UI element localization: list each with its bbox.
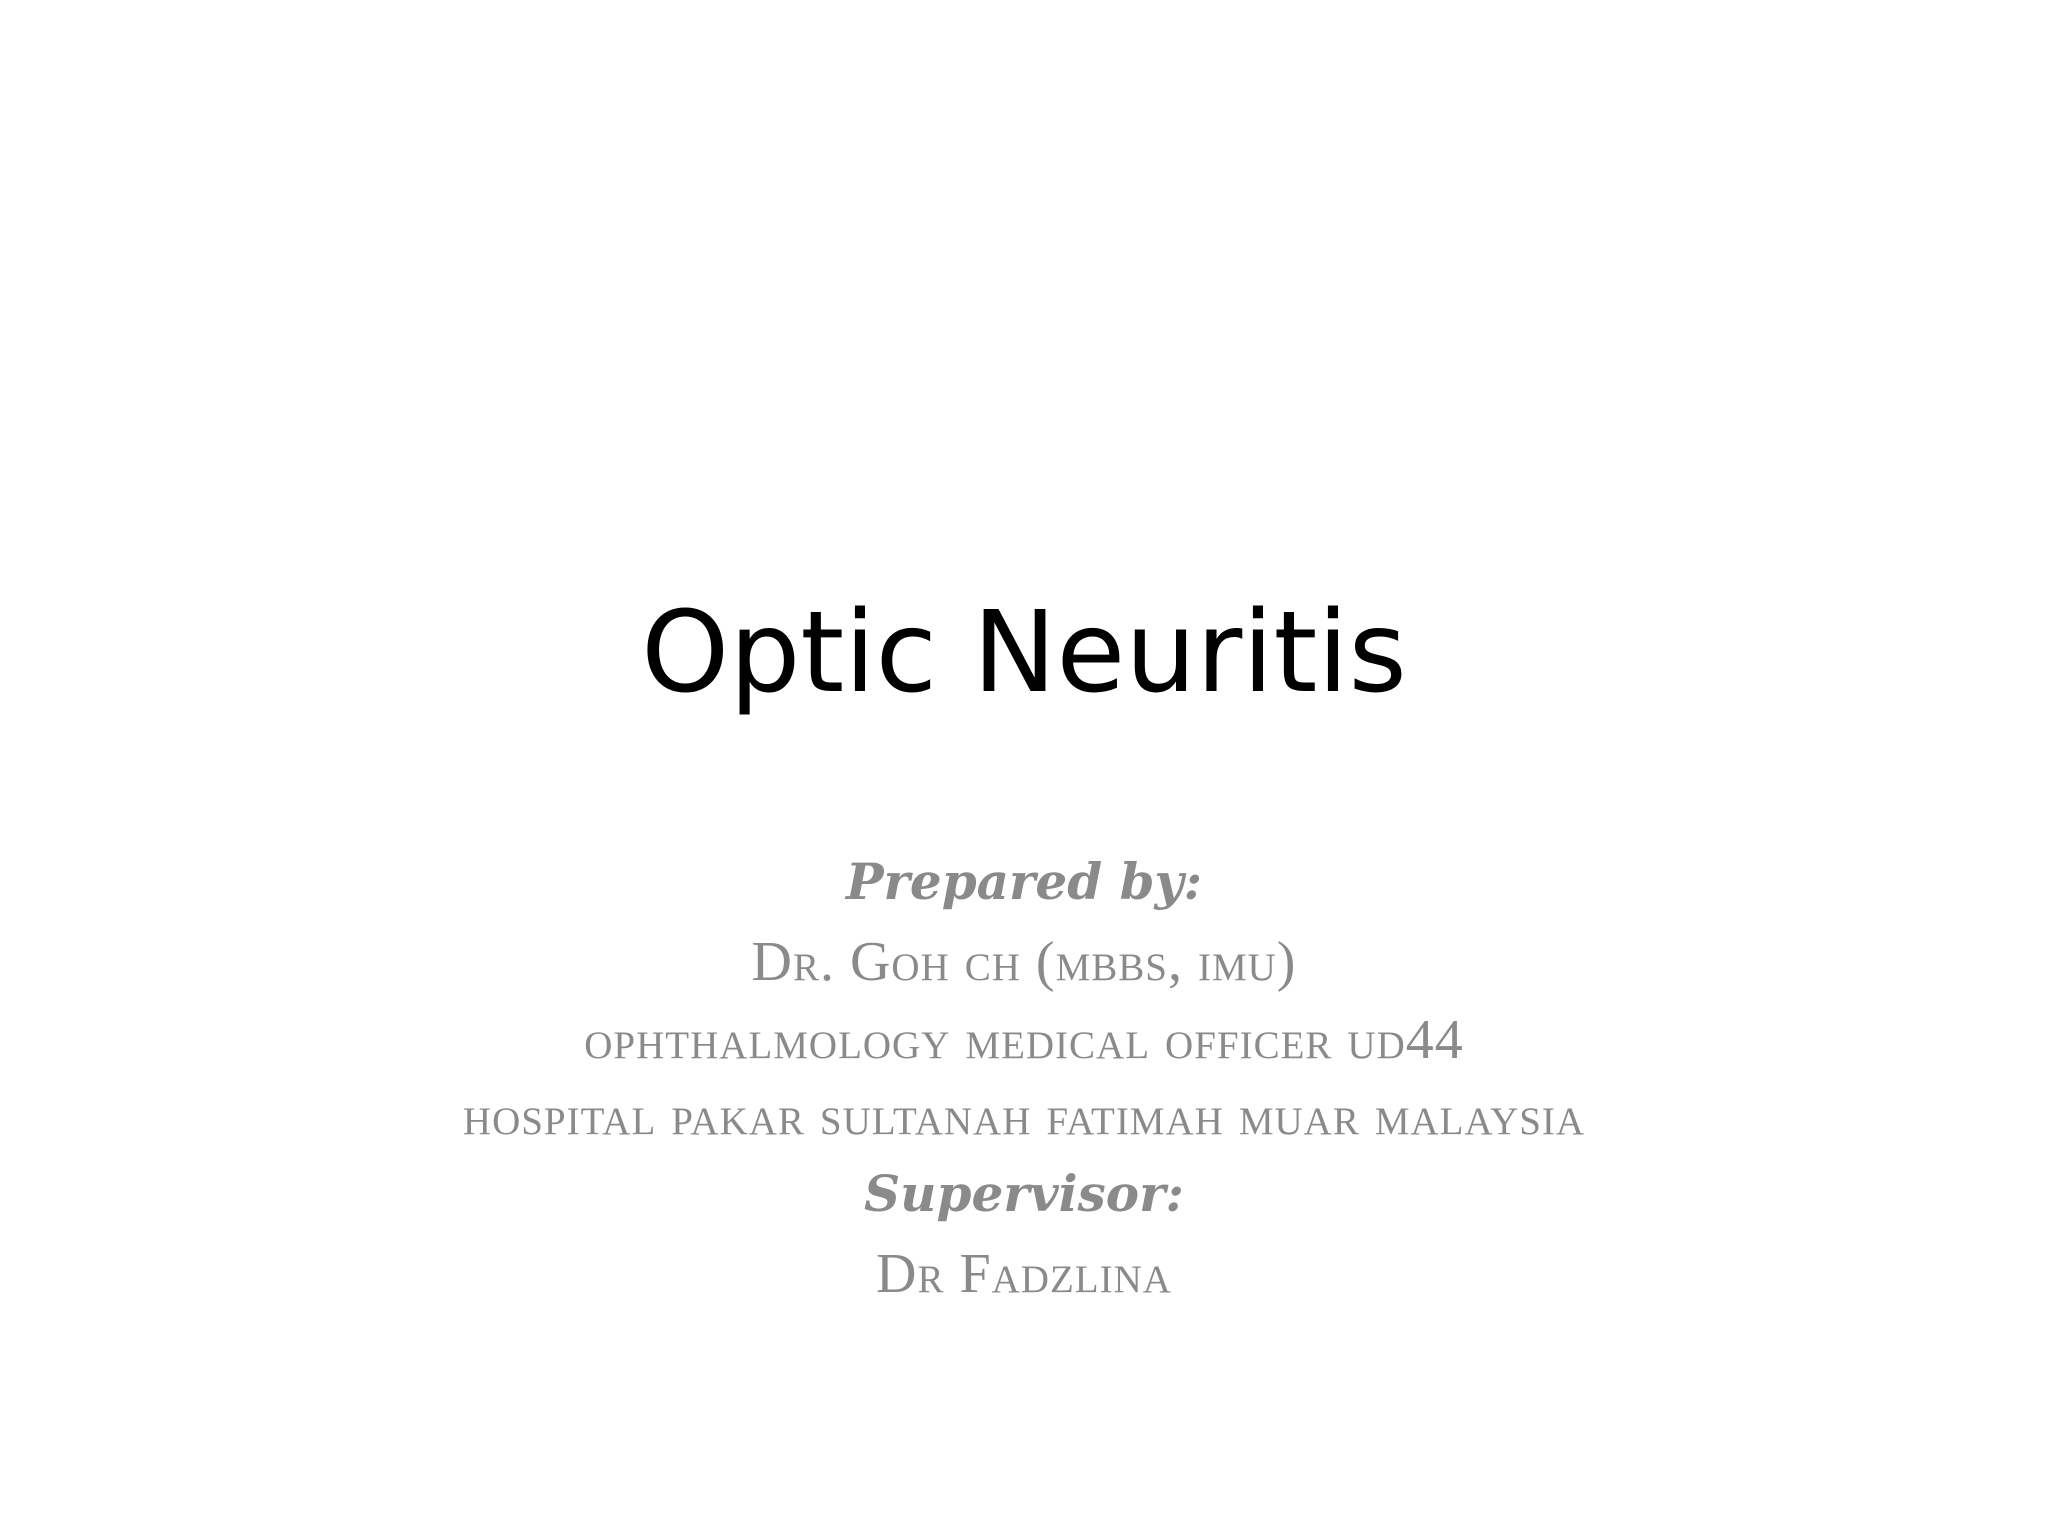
supervisor-label: Supervisor: xyxy=(864,1164,1184,1223)
prepared-by-label: Prepared by: xyxy=(845,852,1203,911)
slide-title: Optic Neuritis xyxy=(641,588,1407,718)
author-name: Dr. Goh ch (mbbs, imu) xyxy=(751,931,1297,993)
author-position: ophthalmology medical officer ud44 xyxy=(584,1009,1464,1071)
slide-subtitle xyxy=(400,842,1648,1314)
supervisor-name: Dr Fadzlina xyxy=(876,1243,1172,1305)
hospital-name: hospital pakar sultanah fatimah muar malaysia xyxy=(462,1085,1586,1147)
